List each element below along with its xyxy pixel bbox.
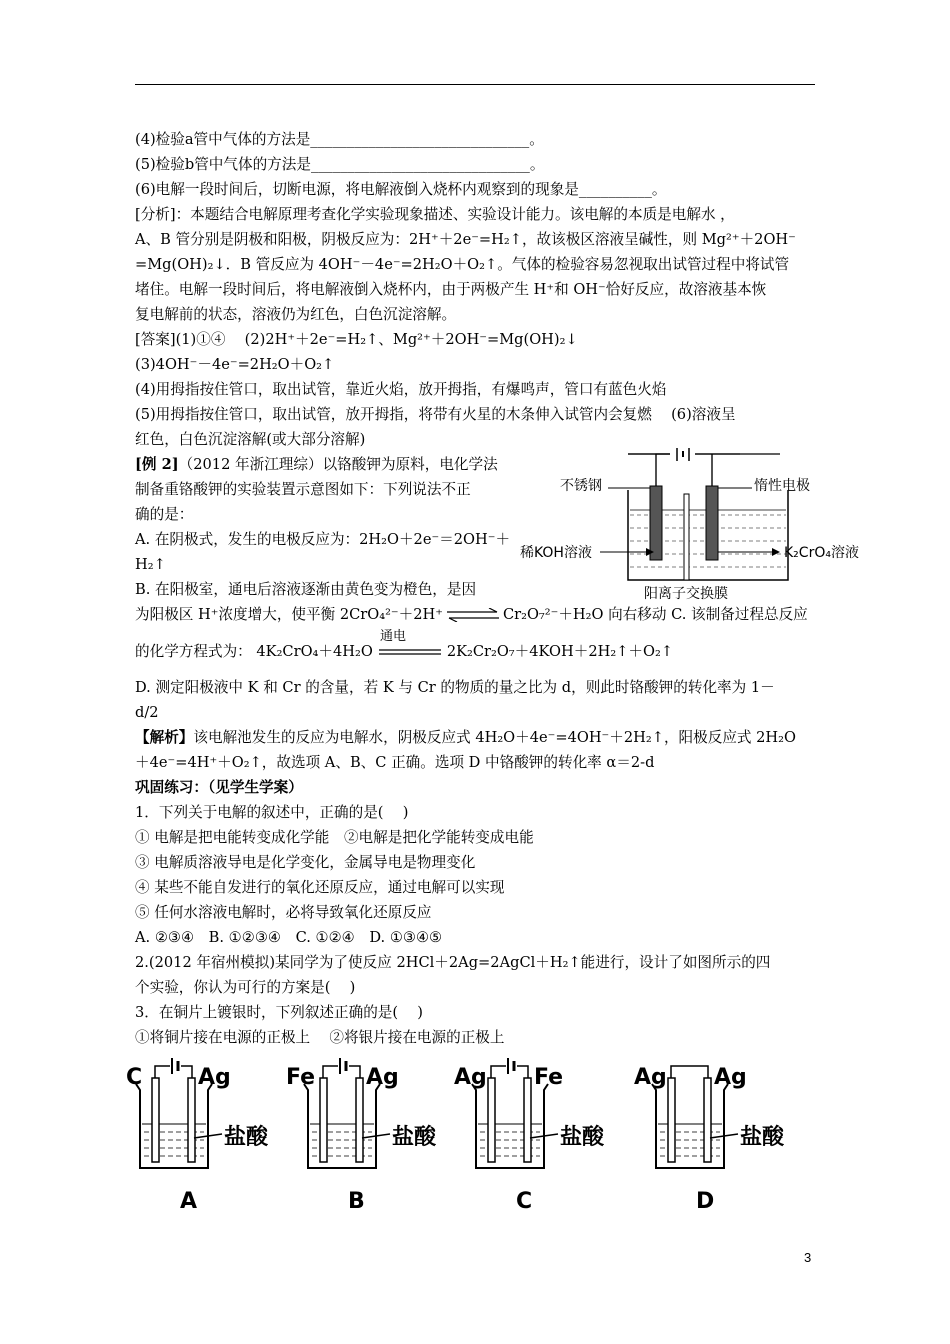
electrolysis-apparatus-diagram: [520, 448, 865, 603]
wire-right: [181, 1066, 192, 1078]
electrode-right-label: Ag: [198, 1065, 231, 1090]
text-line: (5)检验b管中气体的方法是______________________________。: [135, 156, 545, 173]
answer-line: (5)用拇指按住管口，取出试管，放开拇指，将带有火星的木条伸入试管内会复燃 (6)溶液呈: [135, 406, 736, 423]
inert-electrode-label: 惰性电极: [754, 478, 810, 494]
option-label: A: [180, 1189, 198, 1214]
text-line: 复电解前的状态，溶液仍为红色，白色沉淀溶解。: [135, 306, 457, 323]
answer-line: [答案](1)①④ (2)2H⁺＋2e⁻=H₂↑、Mg²⁺＋2OH⁻=Mg(OH)₂↓: [135, 331, 578, 348]
option-label: D: [696, 1189, 715, 1214]
k2cro4-solution-label: K₂CrO₄溶液: [784, 545, 859, 561]
electrode-right-label: Ag: [366, 1065, 399, 1090]
page-number: 3: [804, 1250, 812, 1265]
text-line: A、B 管分别是阴极和阳极，阴极反应为：2H⁺＋2e⁻=H₂↑，故该极区溶液呈碱性，则 Mg²⁺＋2OH⁻: [135, 231, 796, 248]
text-line: d/2: [135, 704, 159, 721]
beaker-d: [634, 1065, 785, 1214]
electrode-left-label: C: [126, 1065, 143, 1090]
electrode-left: [320, 1078, 327, 1162]
wire-right: [349, 1066, 360, 1078]
beaker-b: [286, 1058, 437, 1214]
question-3: 3．在铜片上镀银时，下列叙述正确的是( ): [135, 1004, 424, 1021]
option-label: B: [348, 1189, 365, 1214]
answer-line: (4)用拇指按住管口，取出试管，靠近火焰，放开拇指，有爆鸣声，管口有蓝色火焰: [135, 381, 667, 398]
answer-line: 红色，白色沉淀溶解(或大部分溶解): [135, 431, 366, 448]
option-a: A. 在阴极式，发生的电极反应为：2H₂O＋2e⁻＝2OH⁻＋: [135, 531, 511, 548]
double-line-icon: [377, 646, 443, 658]
wire-left: [155, 1066, 170, 1078]
option-label: C: [516, 1189, 533, 1214]
beaker-c: [454, 1058, 605, 1214]
question-2: 2.(2012 年宿州模拟)某同学为了使反应 2HCl＋2Ag=2AgCl＋H₂↑能进行，设计了如图所示的四: [135, 954, 771, 971]
statement: ① 电解是把电能转变成化学能 ②电解是把化学能转变成电能: [135, 829, 534, 846]
text-line: 个实验，你认为可行的方案是( ): [135, 979, 356, 996]
wire: [671, 1066, 708, 1078]
beaker-a: [126, 1058, 269, 1214]
membrane-label: 阳离子交换膜: [644, 586, 728, 602]
statement: ⑤ 任何水溶液电解时，必将导致氧化还原反应: [135, 904, 432, 921]
stainless-steel-label: 不锈钢: [560, 478, 602, 494]
solution-label: 盐酸: [740, 1125, 785, 1150]
practice-heading: 巩固练习：（见学生学案）: [135, 779, 303, 796]
beaker-outline: [136, 1084, 212, 1168]
beaker-outline: [652, 1084, 728, 1168]
analysis-line: 【解析】该电解池发生的反应为电解水，阴极反应式 4H₂O＋4e⁻=4OH⁻＋2H₂↑，阳极反应式 2H₂O: [135, 729, 796, 746]
statement: ①将铜片接在电源的正极上 ②将银片接在电源的正极上: [135, 1029, 505, 1046]
statement: ④ 某些不能自发进行的氧化还原反应，通过电解可以实现: [135, 879, 505, 896]
option-b: B. 在阳极室，通电后溶液逐渐由黄色变为橙色，是因: [135, 581, 477, 598]
statement: ③ 电解质溶液导电是化学变化，金属导电是物理变化: [135, 854, 476, 871]
electrode-right-label: Ag: [714, 1065, 747, 1090]
example-2-heading: [例 2]（2012 年浙江理综）以铬酸钾为原料，电化学法: [135, 456, 498, 473]
electrode-left-label: Ag: [454, 1065, 487, 1090]
total-equation: 的化学方程式为： 4K₂CrO₄＋4H₂O 2K₂Cr₂O₇＋4KOH＋2H₂↑＋O₂↑: [135, 643, 674, 660]
condition-label: 通电: [380, 629, 407, 644]
solution-label: 盐酸: [224, 1125, 269, 1150]
beaker-diagrams: [120, 1058, 820, 1218]
beaker-outline: [304, 1084, 380, 1168]
wire-right: [517, 1066, 528, 1078]
electrode-left: [152, 1078, 159, 1162]
electrode-right: [188, 1078, 195, 1162]
electrode-right: [356, 1078, 363, 1162]
electrode-left: [488, 1078, 495, 1162]
electrode-right: [704, 1078, 711, 1162]
question-1: 1．下列关于电解的叙述中，正确的是( ): [135, 804, 409, 821]
text-line: (6)电解一段时间后，切断电源，将电解液倒入烧杯内观察到的现象是__________。: [135, 181, 667, 198]
text-line: 制备重铬酸钾的实验装置示意图如下：下列说法不正: [135, 481, 471, 498]
text-line: [分析]：本题结合电解原理考查化学实验现象描述、实验设计能力。该电解的本质是电解水 ，: [135, 206, 735, 223]
koh-solution-label: 稀KOH溶液: [520, 545, 592, 561]
text-line: (4)检验a管中气体的方法是______________________________。: [135, 131, 544, 148]
text-line: 堵住。电解一段时间后，将电解液倒入烧杯内，由于两极产生 H⁺和 OH⁻恰好反应，故溶液基本恢: [135, 281, 767, 298]
choices: A. ②③④ B. ①②③④ C. ①②④ D. ①③④⑤: [135, 929, 443, 946]
text-line: =Mg(OH)₂↓．B 管反应为 4OH⁻－4e⁻=2H₂O＋O₂↑。气体的检验容易忽视取出试管过程中将试管: [135, 256, 790, 273]
electrode-left: [668, 1078, 675, 1162]
electrode-right-label: Fe: [534, 1065, 564, 1090]
wire-left: [491, 1066, 506, 1078]
example-label: [例 2]: [135, 456, 179, 473]
text-line: 为阳极区 H⁺浓度增大，使平衡 2CrO₄²⁻＋2H⁺ Cr₂O₇²⁻＋H₂O 向右移动 C. 该制备过程总反应: [135, 606, 808, 623]
option-d: D. 测定阳极液中 K 和 Cr 的含量，若 K 与 Cr 的物质的量之比为 d，则此时铬酸钾的转化率为 1－: [135, 679, 775, 696]
text-line: H₂↑: [135, 556, 166, 573]
equilibrium-arrow-icon: [445, 608, 501, 622]
answer-line: (3)4OH⁻－4e⁻=2H₂O＋O₂↑: [135, 356, 335, 373]
solution-label: 盐酸: [560, 1125, 605, 1150]
wire-left: [323, 1066, 338, 1078]
beaker-outline: [472, 1084, 548, 1168]
header-rule: [135, 84, 815, 85]
electrode-right: [524, 1078, 531, 1162]
solution-label: 盐酸: [392, 1125, 437, 1150]
text-line: ＋4e⁻=4H⁺＋O₂↑，故选项 A、B、C 正确。选项 D 中铬酸钾的转化率 α＝2-d: [135, 754, 655, 771]
electrode-left-label: Ag: [634, 1065, 667, 1090]
text-line: 确的是：: [135, 506, 194, 523]
electrode-left-label: Fe: [286, 1065, 316, 1090]
